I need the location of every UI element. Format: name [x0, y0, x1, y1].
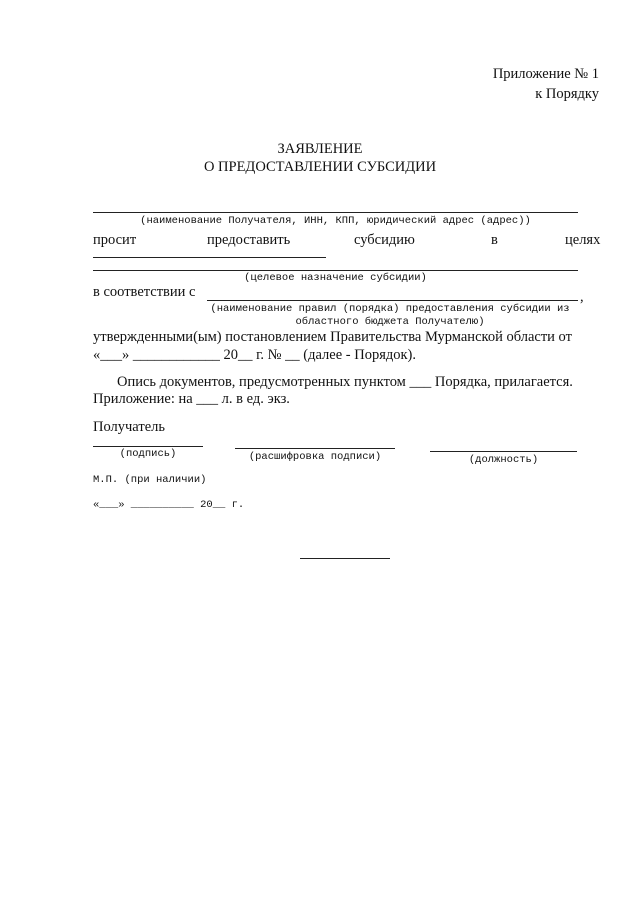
decoding-hint: (расшифровка подписи): [248, 451, 382, 463]
position-fill-line: [430, 451, 577, 452]
decoding-fill-line: [235, 448, 395, 449]
comma: ,: [580, 289, 584, 305]
rules-hint-line1: (наименование правил (порядка) предоставления субсидии из: [210, 303, 570, 315]
inventory-text: Опись документов, предусмотренных пунктом ___ Порядка, прилагается.: [117, 374, 573, 390]
approved-text: утвержденными(ым) постановлением Правительства Мурманской области от: [93, 329, 572, 345]
requests-word-1: просит: [93, 232, 137, 248]
signature-date-line: «___» __________ 20__ г.: [93, 499, 245, 511]
rules-hint-line2: областного бюджета Получателю): [295, 316, 485, 328]
closing-divider: [300, 558, 390, 559]
appendix-reference: к Порядку: [535, 86, 599, 102]
appendix-label: Приложение № 1: [492, 66, 599, 82]
signature-fill-line: [93, 446, 203, 447]
requests-word-5: целях: [565, 232, 601, 248]
accordance-prefix: в соответствии с: [93, 284, 196, 300]
position-hint: (должность): [468, 454, 539, 466]
requests-word-4: в: [491, 232, 498, 248]
purpose-hint: (целевое назначение субсидии): [244, 272, 427, 284]
attachment-text: Приложение: на ___ л. в ед. экз.: [93, 391, 290, 407]
resolution-date-line: «___» ____________ 20__ г. № __ (далее - Порядок).: [93, 347, 416, 363]
seal-text: М.П. (при наличии): [93, 474, 207, 486]
signature-hint: (подпись): [119, 448, 177, 460]
rules-fill-line: [207, 300, 578, 301]
recipient-label: Получатель: [93, 419, 165, 435]
purpose-fill-line: [93, 270, 578, 271]
recipient-hint: (наименование Получателя, ИНН, КПП, юридический адрес (адрес)): [140, 215, 531, 227]
requests-word-2: предоставить: [207, 232, 291, 248]
requests-word-3: субсидию: [354, 232, 415, 248]
document-subtitle: О ПРЕДОСТАВЛЕНИИ СУБСИДИИ: [203, 159, 437, 175]
purpose-fill-line-short: [93, 257, 326, 258]
recipient-fill-line: [93, 212, 578, 213]
document-title: ЗАЯВЛЕНИЕ: [277, 141, 363, 157]
